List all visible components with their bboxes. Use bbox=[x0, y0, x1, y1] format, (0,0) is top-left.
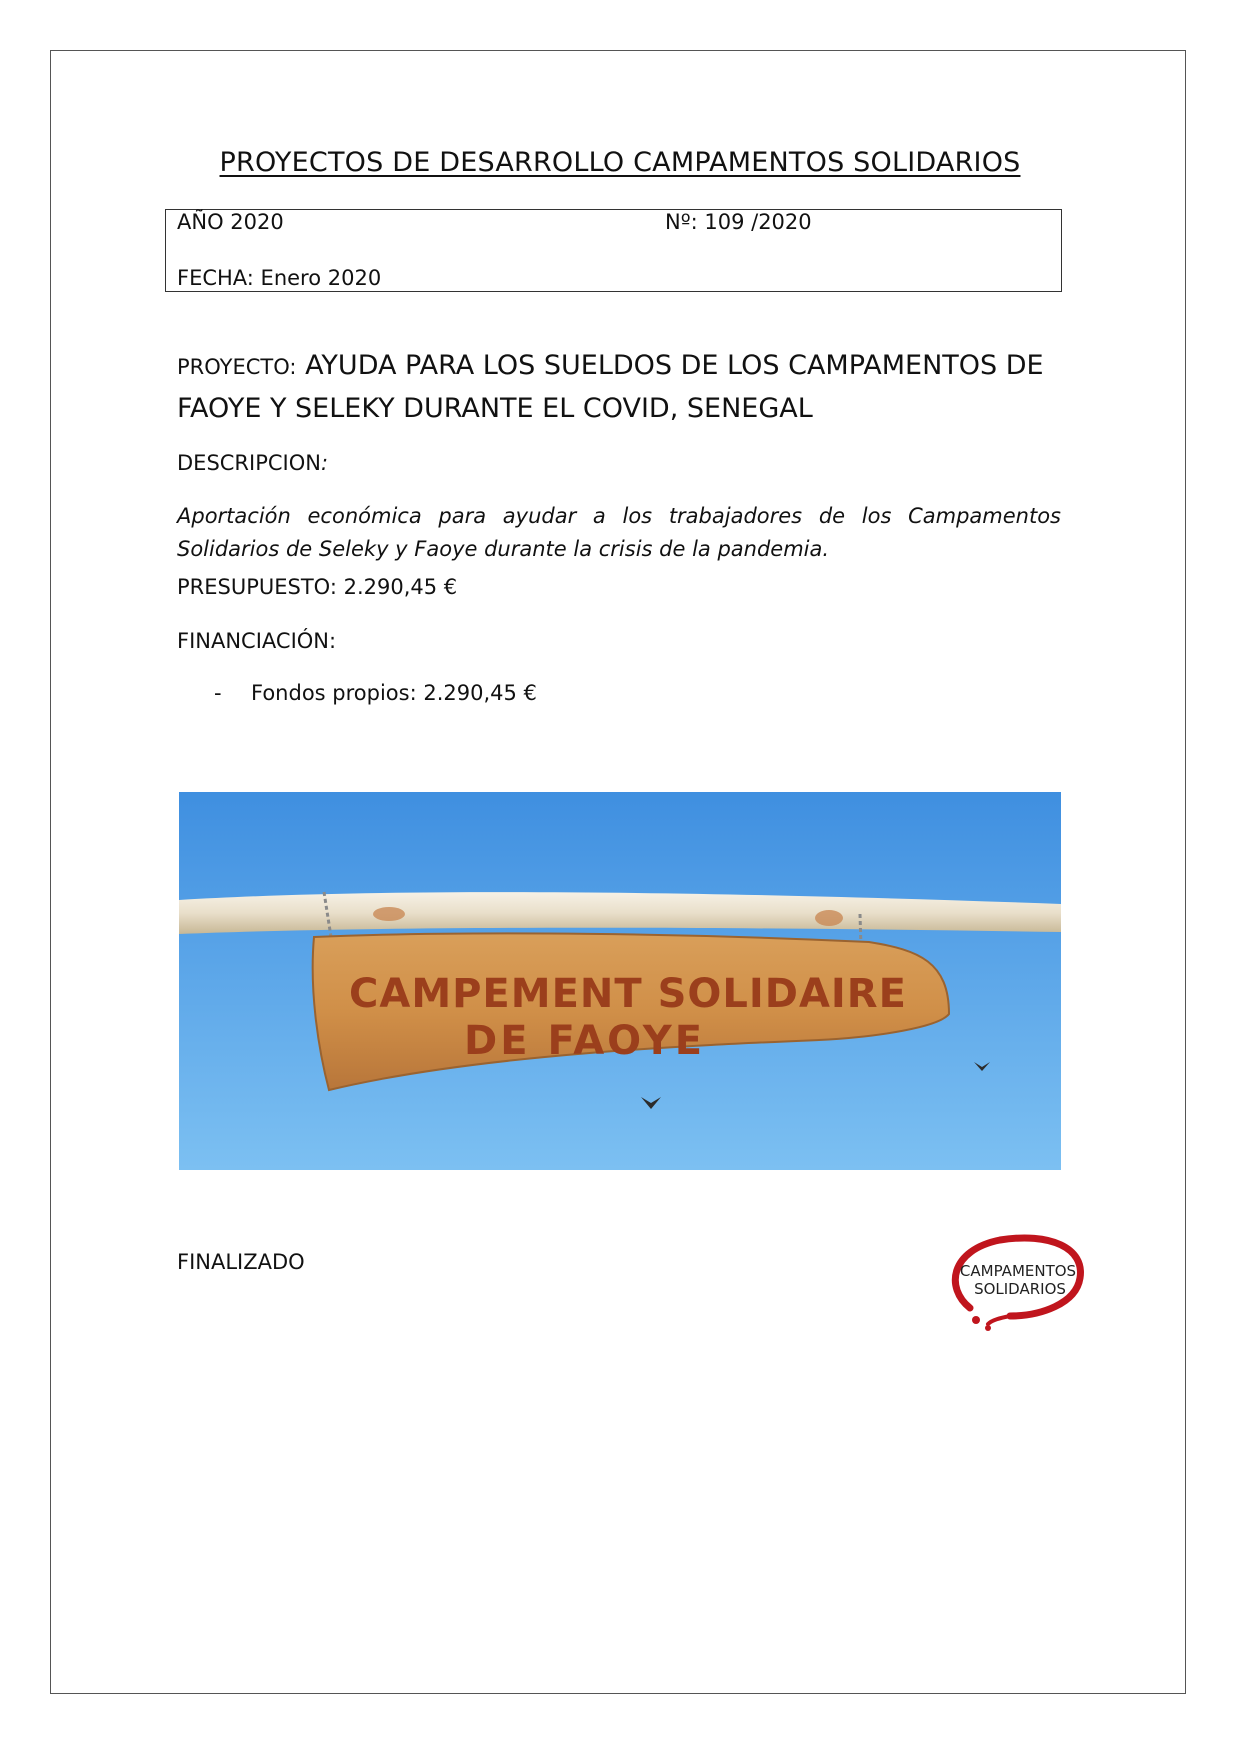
financing-item-dash: - bbox=[214, 681, 222, 705]
campamentos-solidarios-logo bbox=[940, 1228, 1090, 1338]
sign-line-2: DE FAOYE bbox=[464, 1018, 706, 1064]
logo-line-1: CAMPAMENTOS bbox=[959, 1262, 1077, 1280]
logo-line-2: SOLIDARIOS bbox=[974, 1280, 1066, 1298]
description-heading bbox=[177, 451, 328, 475]
project-heading bbox=[177, 345, 1077, 430]
campement-sign-photo bbox=[179, 792, 1061, 1170]
document-title-text: PROYECTOS DE DESARROLLO CAMPAMENTOS SOLIDARIOS bbox=[219, 147, 1021, 178]
project-title: AYUDA PARA LOS SUELDOS DE LOS CAMPAMENTOS DE FAOYE Y SELEKY DURANTE EL COVID, SENEGAL bbox=[177, 350, 1044, 424]
sign-line-1: CAMPEMENT SOLIDAIRE bbox=[349, 971, 907, 1017]
year-field: AÑO 2020 bbox=[177, 210, 284, 234]
description-colon: : bbox=[320, 451, 329, 475]
document-title bbox=[0, 147, 1240, 178]
number-field: Nº: 109 /2020 bbox=[665, 210, 812, 234]
budget-line: PRESUPUESTO: 2.290,45 € bbox=[177, 575, 458, 599]
date-field: FECHA: Enero 2020 bbox=[177, 266, 382, 290]
status-text: FINALIZADO bbox=[177, 1250, 305, 1274]
description-text: Aportación económica para ayudar a los trabajadores de los Campamentos Solidarios de Seleky y Faoye durante la crisis de la pandemia. bbox=[177, 504, 1061, 561]
description-label: DESCRIPCION bbox=[177, 451, 321, 475]
project-label: PROYECTO: bbox=[177, 355, 297, 379]
financing-label: FINANCIACIÓN: bbox=[177, 629, 337, 653]
financing-item: Fondos propios: 2.290,45 € bbox=[251, 681, 537, 705]
